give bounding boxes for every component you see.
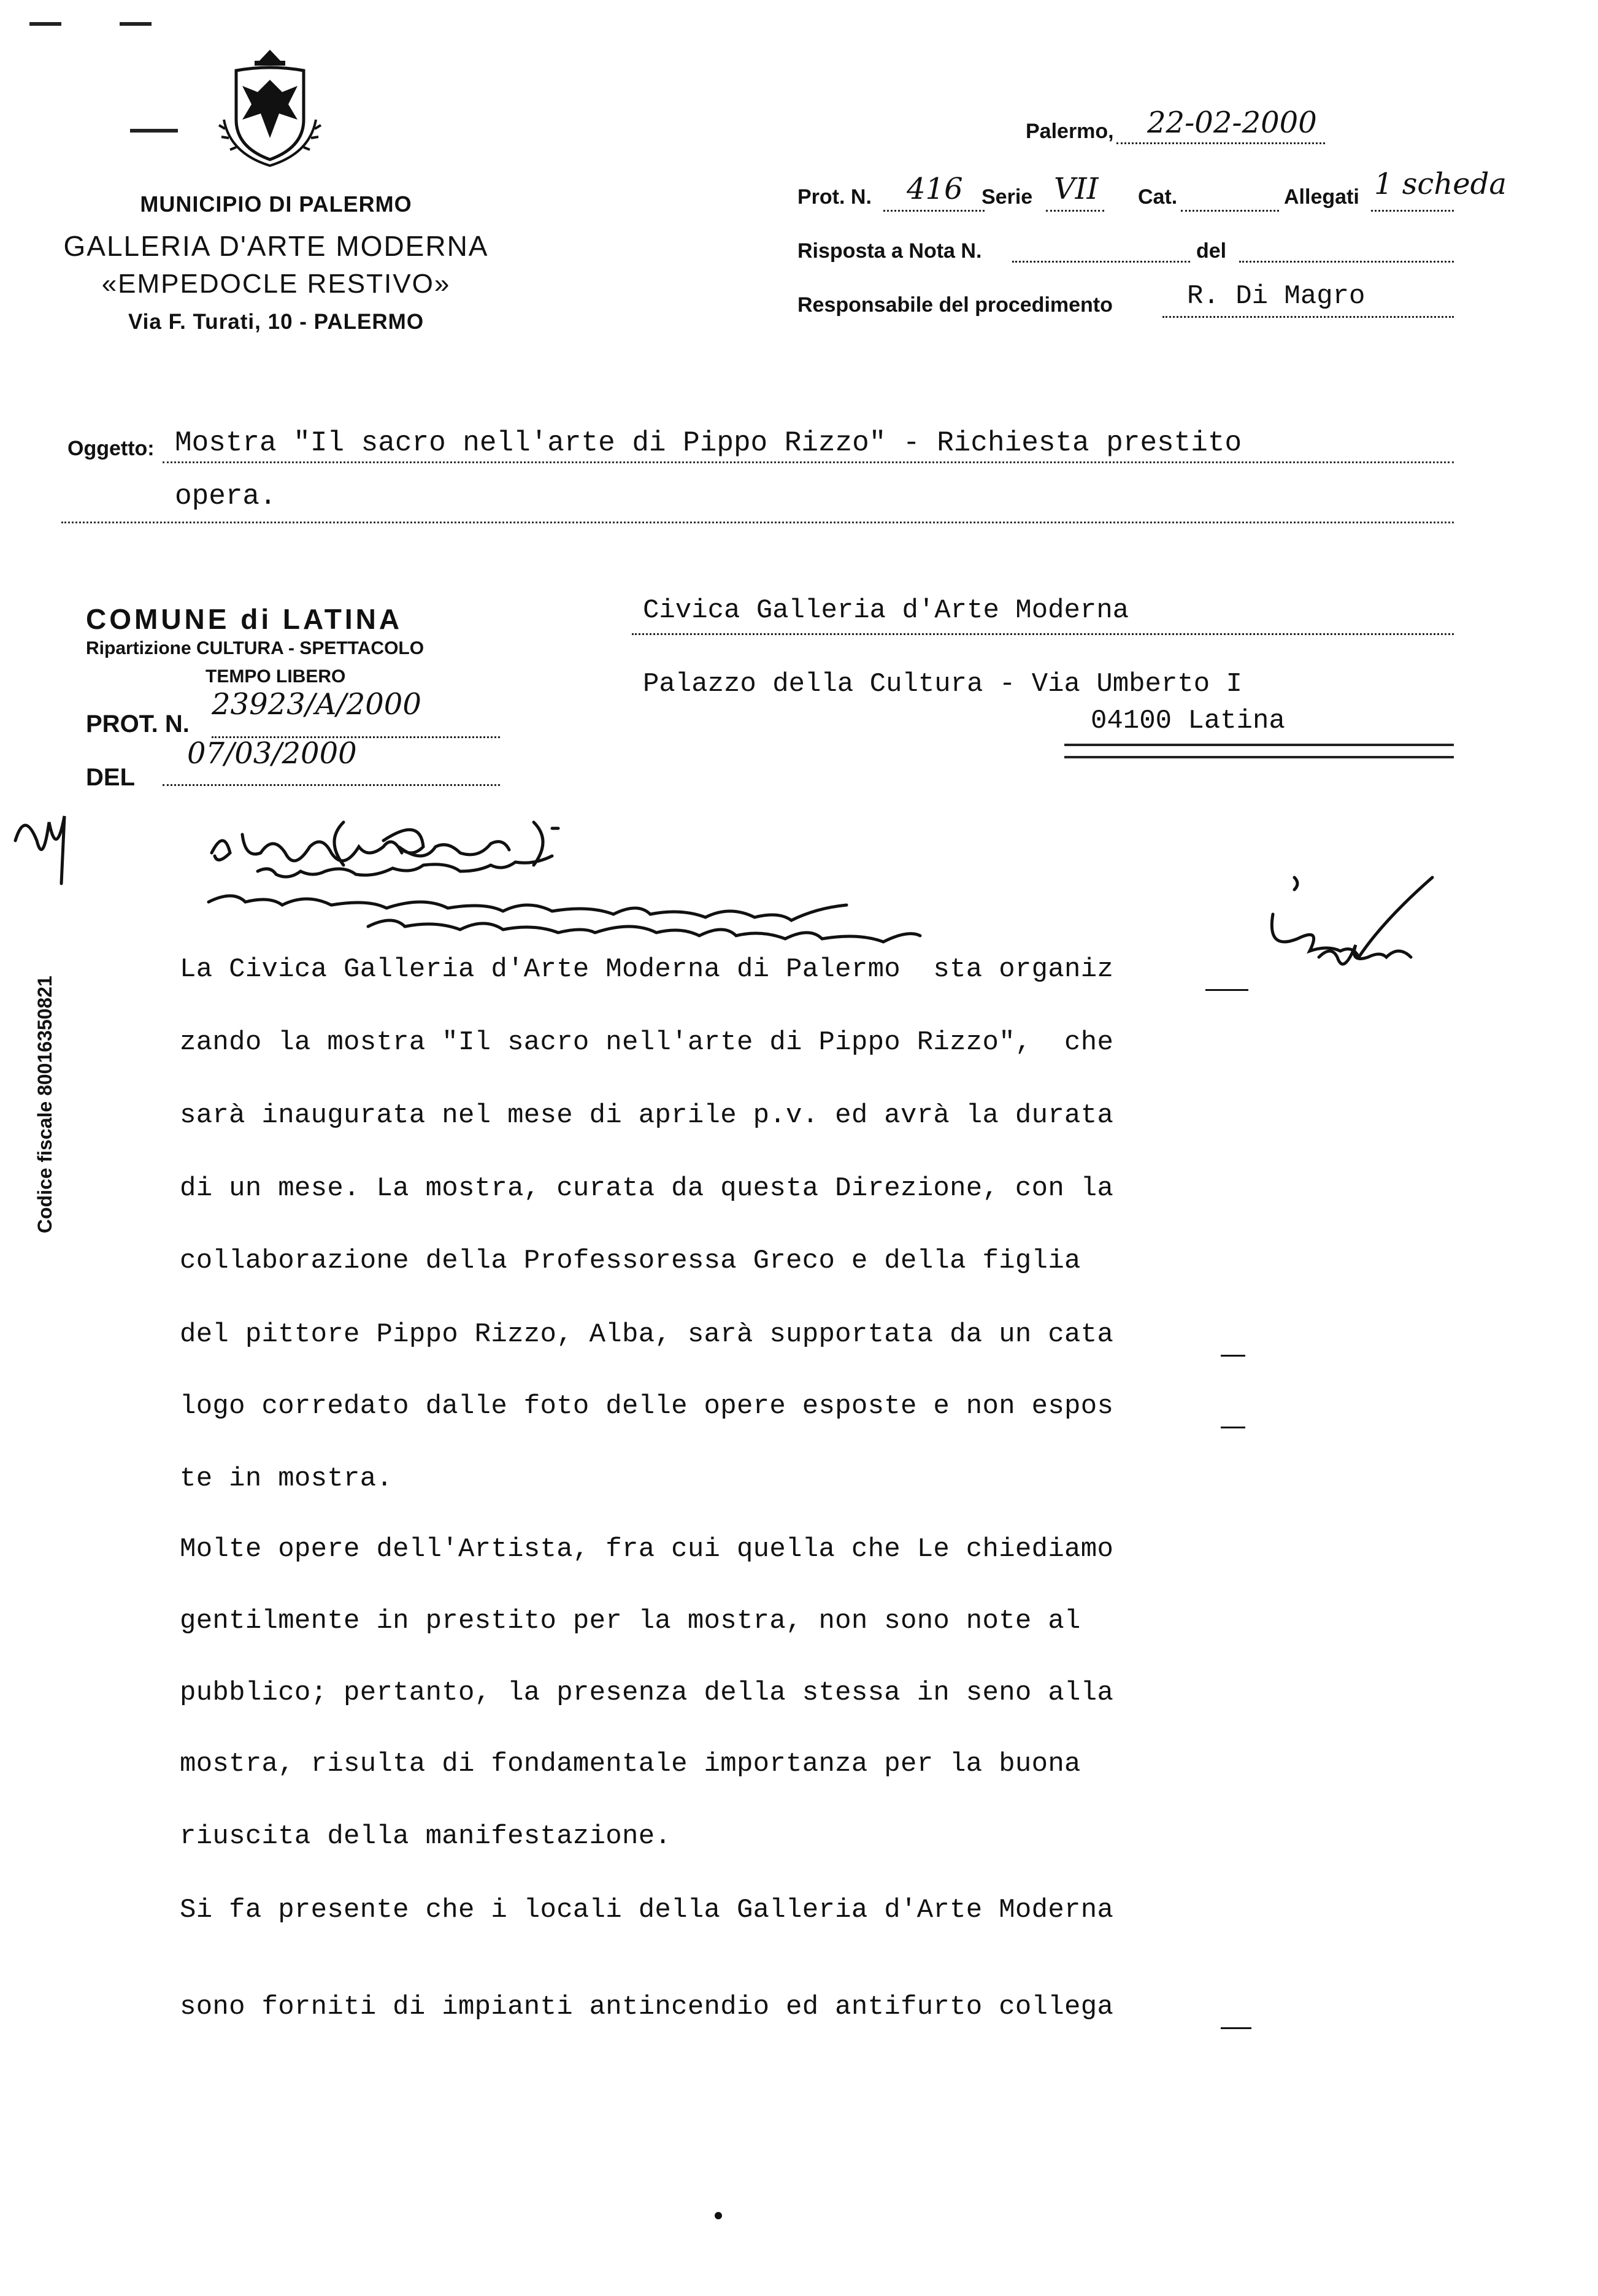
body-line-9: Molte opere dell'Artista, fra cui quella che Le chiediamo: [180, 1534, 1114, 1565]
body-line-15: sono forniti di impianti antincendio ed antifurto collega: [180, 1992, 1114, 2022]
body-line-13: riuscita della manifestazione.: [180, 1821, 672, 1852]
body-line-10: gentilmente in prestito per la mostra, non sono note al: [180, 1606, 1081, 1636]
body-line-11: pubblico; pertanto, la presenza della stessa in seno alla: [180, 1678, 1114, 1708]
codice-fiscale: Codice fiscale 80016350821: [34, 976, 56, 1233]
stamp-tempo-libero: TEMPO LIBERO: [206, 666, 346, 687]
date-value: 22-02-2000: [1147, 106, 1317, 140]
body-line-2: zando la mostra "Il sacro nell'arte di Pippo Rizzo", che: [180, 1027, 1114, 1058]
body-line-12: mostra, risulta di fondamentale importanza per la buona: [180, 1749, 1081, 1779]
address-rule-1: [632, 633, 1454, 635]
cat-line: [1181, 210, 1279, 212]
letterhead-municipio: MUNICIPIO DI PALERMO: [140, 191, 412, 217]
stamp-del-label: DEL: [86, 764, 135, 791]
del-line: [1239, 261, 1454, 263]
serie-line: [1046, 210, 1104, 212]
underline-mark: [1205, 989, 1248, 991]
allegati-line: [1371, 210, 1454, 212]
stray-mark: [29, 22, 61, 26]
address-line3: 04100 Latina: [1091, 706, 1285, 736]
underline-mark: [1221, 2027, 1251, 2029]
prot-label: Prot. N.: [797, 185, 872, 209]
date-line: [1116, 142, 1325, 144]
body-line-6: del pittore Pippo Rizzo, Alba, sarà supportata da un cata: [180, 1319, 1114, 1350]
oggetto-line2: opera.: [175, 480, 277, 512]
stamp-title: COMUNE di LATINA: [86, 603, 403, 635]
responsabile-line: [1162, 316, 1454, 318]
letterhead-address: Via F. Turati, 10 - PALERMO: [128, 310, 424, 334]
allegati-value: 1 scheda: [1374, 167, 1507, 201]
responsabile-label: Responsabile del procedimento: [797, 293, 1113, 317]
stray-mark: [120, 22, 152, 26]
risposta-label: Risposta a Nota N.: [797, 239, 982, 263]
risposta-line: [1012, 261, 1190, 263]
address-rule-2: [1064, 744, 1454, 746]
address-rule-3: [1064, 756, 1454, 758]
serie-value: VII: [1054, 172, 1099, 206]
del-label: del: [1196, 239, 1227, 263]
body-line-14: Si fa presente che i locali della Galleria d'Arte Moderna: [180, 1895, 1114, 1925]
oggetto-line1: Mostra "Il sacro nell'arte di Pippo Rizzo" - Richiesta prestito: [175, 427, 1242, 459]
stamp-prot-value: 23923/A/2000: [212, 687, 421, 722]
body-line-4: di un mese. La mostra, curata da questa Direzione, con la: [180, 1173, 1114, 1204]
place-label: Palermo,: [1026, 120, 1114, 143]
stray-dot: [715, 2212, 722, 2219]
palermo-crest-icon: [212, 46, 328, 169]
oggetto-rule-2: [61, 522, 1454, 523]
stamp-ripartizione: Ripartizione CULTURA - SPETTACOLO: [86, 638, 424, 658]
prot-line: [883, 210, 985, 212]
body-line-1: La Civica Galleria d'Arte Moderna di Palermo sta organiz: [180, 954, 1114, 985]
address-line1: Civica Galleria d'Arte Moderna: [643, 595, 1129, 626]
letterhead-galleria: GALLERIA D'ARTE MODERNA: [63, 230, 489, 262]
body-line-7: logo corredato dalle foto delle opere esposte e non espos: [180, 1391, 1114, 1422]
oggetto-rule-1: [163, 461, 1454, 463]
body-line-5: collaborazione della Professoressa Greco e della figlia: [180, 1246, 1081, 1276]
stamp-prot-label: PROT. N.: [86, 711, 190, 738]
allegati-label: Allegati: [1284, 185, 1359, 209]
body-line-8: te in mostra.: [180, 1463, 393, 1494]
serie-label: Serie: [981, 185, 1033, 209]
stamp-del-line: [163, 784, 500, 786]
responsabile-value: R. Di Magro: [1187, 281, 1366, 312]
address-line2: Palazzo della Cultura - Via Umberto I: [643, 669, 1242, 699]
cat-label: Cat.: [1138, 185, 1178, 209]
oggetto-label: Oggetto:: [67, 437, 155, 460]
letterhead-restivo: «EMPEDOCLE RESTIVO»: [101, 269, 451, 299]
underline-mark: [1221, 1355, 1245, 1357]
prot-value: 416: [907, 172, 963, 206]
stray-mark: [130, 129, 178, 133]
stamp-del-value: 07/03/2000: [187, 736, 357, 771]
underline-mark: [1221, 1427, 1245, 1428]
body-line-3: sarà inaugurata nel mese di aprile p.v. ed avrà la durata: [180, 1100, 1114, 1131]
